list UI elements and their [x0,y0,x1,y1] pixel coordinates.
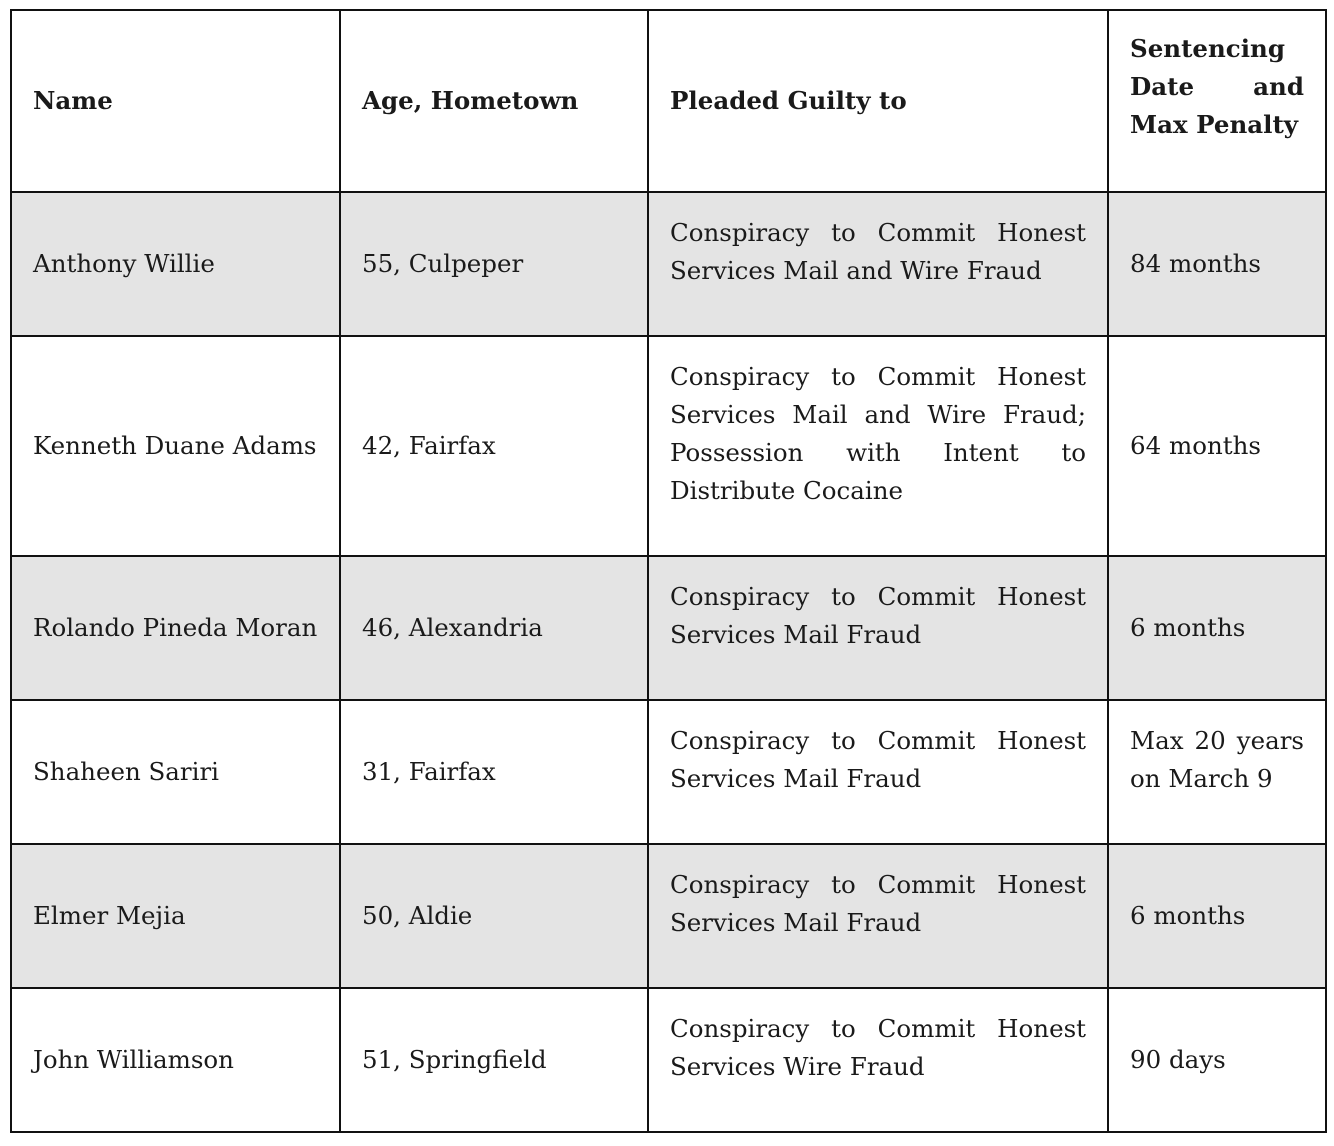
cell-sentencing: 6 months [1108,556,1326,700]
table-row [11,556,1326,700]
table-row [11,336,1326,556]
cell-name: Anthony Willie [11,192,340,336]
header-age-hometown: Age, Hometown [340,10,648,192]
cell-pleaded-guilty-to: Conspiracy to Commit Honest Services Mail and Wire Fraud [648,192,1108,336]
plea-table [10,9,1327,1133]
cell-name: Kenneth Duane Adams [11,336,340,556]
table-row [11,844,1326,988]
cell-sentencing: 84 months [1108,192,1326,336]
cell-name: Shaheen Sariri [11,700,340,844]
header-pleaded-guilty-to: Pleaded Guilty to [648,10,1108,192]
cell-pleaded-guilty-to: Conspiracy to Commit Honest Services Mail Fraud [648,556,1108,700]
cell-pleaded-guilty-to: Conspiracy to Commit Honest Services Mail Fraud [648,844,1108,988]
cell-sentencing: 64 months [1108,336,1326,556]
header-name: Name [11,10,340,192]
cell-name: John Williamson [11,988,340,1132]
cell-sentencing: 6 months [1108,844,1326,988]
cell-age-hometown: 42, Fairfax [340,336,648,556]
cell-age-hometown: 55, Culpeper [340,192,648,336]
cell-age-hometown: 46, Alexandria [340,556,648,700]
cell-pleaded-guilty-to: Conspiracy to Commit Honest Services Wire Fraud [648,988,1108,1132]
cell-sentencing: 90 days [1108,988,1326,1132]
cell-pleaded-guilty-to: Conspiracy to Commit Honest Services Mail and Wire Fraud; Possession with Intent to Distribute Cocaine [648,336,1108,556]
cell-age-hometown: 51, Springfield [340,988,648,1132]
table-row [11,192,1326,336]
table-header-row [11,10,1326,192]
table-row [11,988,1326,1132]
cell-name: Rolando Pineda Moran [11,556,340,700]
cell-age-hometown: 50, Aldie [340,844,648,988]
table-row [11,700,1326,844]
header-sentencing: Sentencing Date and Max Penalty [1108,10,1326,192]
cell-name: Elmer Mejia [11,844,340,988]
cell-pleaded-guilty-to: Conspiracy to Commit Honest Services Mail Fraud [648,700,1108,844]
cell-age-hometown: 31, Fairfax [340,700,648,844]
plea-table-container [10,9,1327,1133]
cell-sentencing: Max 20 years on March 9 [1108,700,1326,844]
